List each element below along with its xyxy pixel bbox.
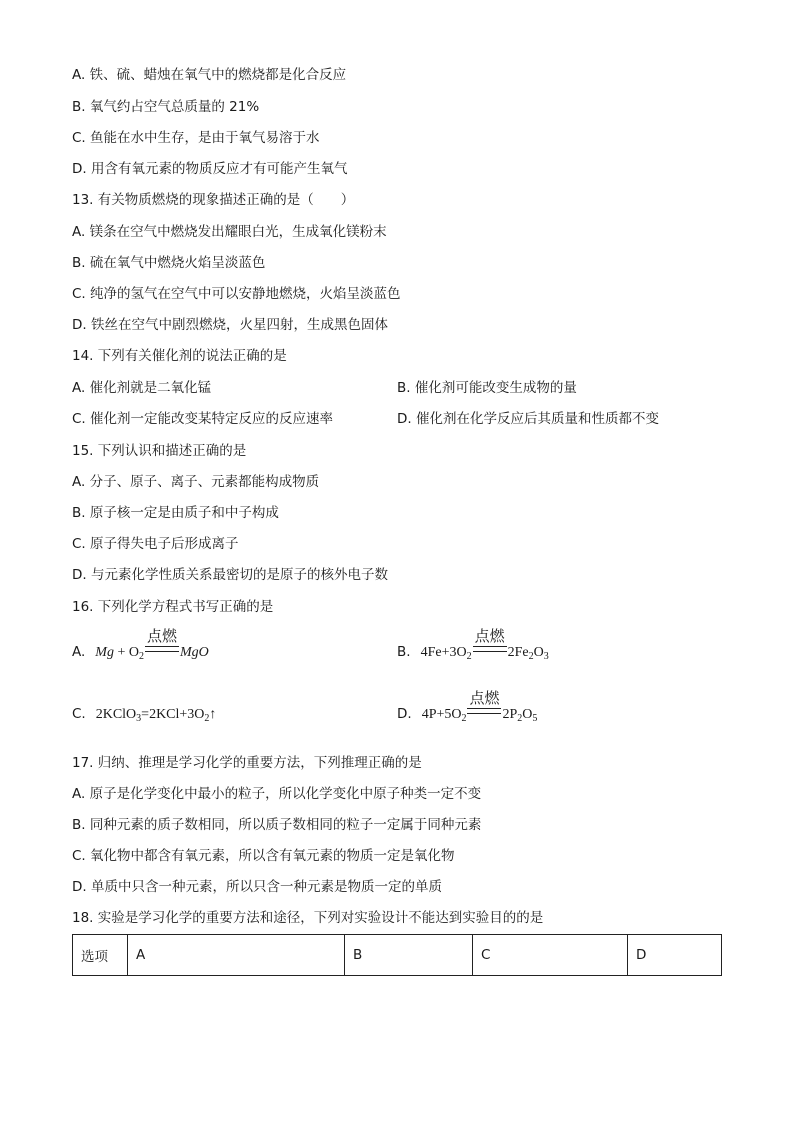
table-header-cell: 选项	[73, 935, 128, 976]
q13-option-a: A. 镁条在空气中燃烧发出耀眼白光，生成氧化镁粉末	[72, 224, 387, 240]
table-header-cell: C	[473, 935, 628, 976]
q16-option-b-label: B.	[397, 644, 411, 660]
q16-option-d-label: D.	[397, 706, 412, 722]
table-header-cell: B	[345, 935, 473, 976]
q17-option-d: D. 单质中只含一种元素，所以只含一种元素是物质一定的单质	[72, 879, 442, 895]
q12-option-c: C. 鱼能在水中生存，是由于氧气易溶于水	[72, 130, 320, 146]
q16-option-b: B. $4Fe+3O_2$ 点燃 $2Fe_2O_3$	[397, 627, 549, 662]
q14-option-a: A. 催化剂就是二氧化锰	[72, 380, 212, 396]
q15-option-a: A. 分子、原子、离子、元素都能构成物质	[72, 474, 320, 490]
table-header-cell: D	[628, 935, 722, 976]
q15-stem: 15. 下列认识和描述正确的是	[72, 443, 247, 459]
q17-stem: 17. 归纳、推理是学习化学的重要方法，下列推理正确的是	[72, 755, 422, 771]
q16-stem: 16. 下列化学方程式书写正确的是	[72, 599, 274, 615]
q18-options-table	[72, 934, 722, 976]
q14-option-c: C. 催化剂一定能改变某特定反应的反应速率	[72, 411, 334, 427]
q17-option-c: C. 氧化物中都含有氧元素，所以含有氧元素的物质一定是氧化物	[72, 848, 455, 864]
table-row	[73, 935, 722, 976]
q13-option-b: B. 硫在氧气中燃烧火焰呈淡蓝色	[72, 255, 266, 271]
condition-ignite: 点燃	[473, 645, 507, 661]
q13-option-c: C. 纯净的氢气在空气中可以安静地燃烧，火焰呈淡蓝色	[72, 286, 401, 302]
q15-option-d: D. 与元素化学性质关系最密切的是原子的核外电子数	[72, 567, 388, 583]
q14-stem: 14. 下列有关催化剂的说法正确的是	[72, 348, 287, 364]
q16-option-a-label: A.	[72, 644, 86, 660]
q18-stem: 18. 实验是学习化学的重要方法和途径，下列对实验设计不能达到实验目的的是	[72, 910, 544, 926]
table-header-cell: A	[128, 935, 345, 976]
q16-option-a: A. $Mg + O_2$ 点燃 MgO	[72, 627, 209, 662]
q14-option-b: B. 催化剂可能改变生成物的量	[397, 380, 577, 396]
condition-ignite: 点燃	[145, 645, 179, 661]
q14-option-d: D. 催化剂在化学反应后其质量和性质都不变	[397, 411, 659, 427]
q12-option-d: D. 用含有氧元素的物质反应才有可能产生氧气	[72, 161, 348, 177]
q17-option-a: A. 原子是化学变化中最小的粒子，所以化学变化中原子种类一定不变	[72, 786, 482, 802]
q16-option-d: D. $4P+5O_2$ 点燃 $2P_2O_5$	[397, 689, 538, 724]
q12-option-a: A. 铁、硫、蜡烛在氧气中的燃烧都是化合反应	[72, 67, 347, 83]
q16-option-c: C. $2KClO_3=2KCl+3O_2↑$	[72, 706, 217, 724]
q15-option-b: B. 原子核一定是由质子和中子构成	[72, 505, 279, 521]
q13-stem: 13. 有关物质燃烧的现象描述正确的是（ ）	[72, 192, 355, 208]
q16-option-c-label: C.	[72, 706, 86, 722]
q15-option-c: C. 原子得失电子后形成离子	[72, 536, 239, 552]
q13-option-d: D. 铁丝在空气中剧烈燃烧，火星四射，生成黑色固体	[72, 317, 388, 333]
q12-option-b: B. 氧气约占空气总质量的 21%	[72, 99, 260, 115]
up-arrow-icon: ↑	[209, 707, 217, 722]
condition-ignite: 点燃	[467, 707, 501, 723]
q17-option-b: B. 同种元素的质子数相同，所以质子数相同的粒子一定属于同种元素	[72, 817, 482, 833]
